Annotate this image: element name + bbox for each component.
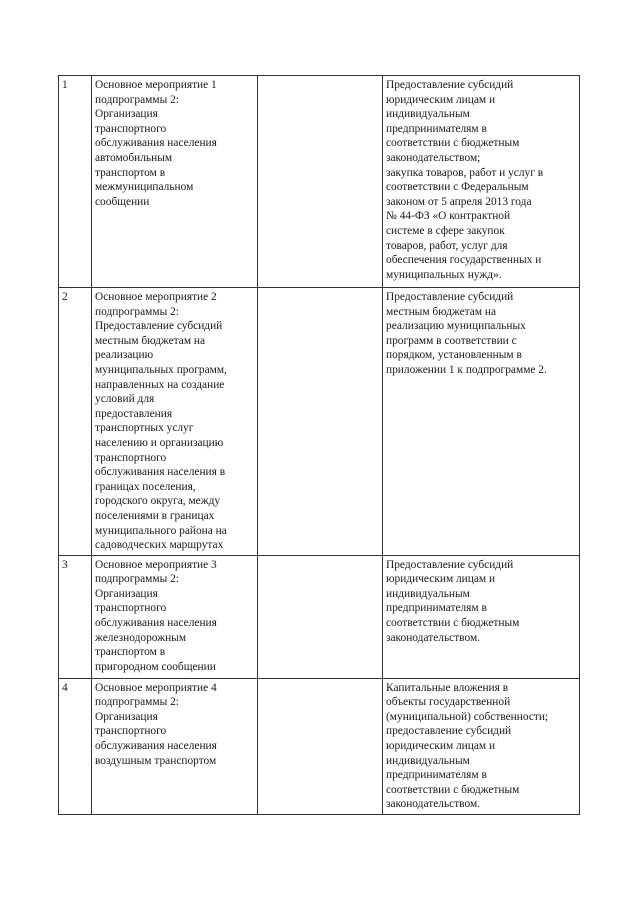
table-row [59,76,580,288]
measure-name-cell: Основное мероприятие 4 подпрограммы 2: Организация транспортного обслуживания населения воздушным транспортом [92,678,258,814]
row-number-cell: 1 [59,76,92,288]
row-number-cell: 4 [59,678,92,814]
table-row [59,288,580,556]
implementation-mechanism-cell: Предоставление субсидий местным бюджетам на реализацию муниципальных программ в соответствии с порядком, установленным в приложении 1 к подпрограмме 2. [383,288,580,556]
implementation-mechanism-cell: Предоставление субсидий юридическим лицам и индивидуальным предпринимателям в соответствии с бюджетным законодательством. [383,555,580,678]
measure-name-cell: Основное мероприятие 2 подпрограммы 2: Предоставление субсидий местным бюджетам на реализацию муниципальных программ, направленных на создание условий для предоставления транспортных услуг населению и организацию транспортного обслуживания населения в границах поселения, городского округа, между поселениями в границах муниципального района на садоводческих маршрутах [92,288,258,556]
measure-name-cell: Основное мероприятие 3 подпрограммы 2: Организация транспортного обслуживания населения железнодорожным транспортом в пригородном сообщении [92,555,258,678]
implementation-mechanism-cell: Предоставление субсидий юридическим лицам и индивидуальным предпринимателям в соответствии с бюджетным законодательством; закупка товаров, работ и услуг в соответствии с Федеральным законом от 5 апреля 2013 года № 44-ФЗ «О контрактной системе в сфере закупок товаров, работ, услуг для обеспечения государственных и муниципальных нужд». [383,76,580,288]
executor-cell [258,678,383,814]
executor-cell [258,555,383,678]
measure-name-cell: Основное мероприятие 1 подпрограммы 2: Организация транспортного обслуживания населения автомобильным транспортом в межмуниципальном сообщении [92,76,258,288]
table-row [59,678,580,814]
program-measures-table [58,75,580,815]
executor-cell [258,288,383,556]
row-number-cell: 2 [59,288,92,556]
implementation-mechanism-cell: Капитальные вложения в объекты государственной (муниципальной) собственности; предоставление субсидий юридическим лицам и индивидуальным предпринимателям в соответствии с бюджетным законодательством. [383,678,580,814]
row-number-cell: 3 [59,555,92,678]
executor-cell [258,76,383,288]
table-row [59,555,580,678]
